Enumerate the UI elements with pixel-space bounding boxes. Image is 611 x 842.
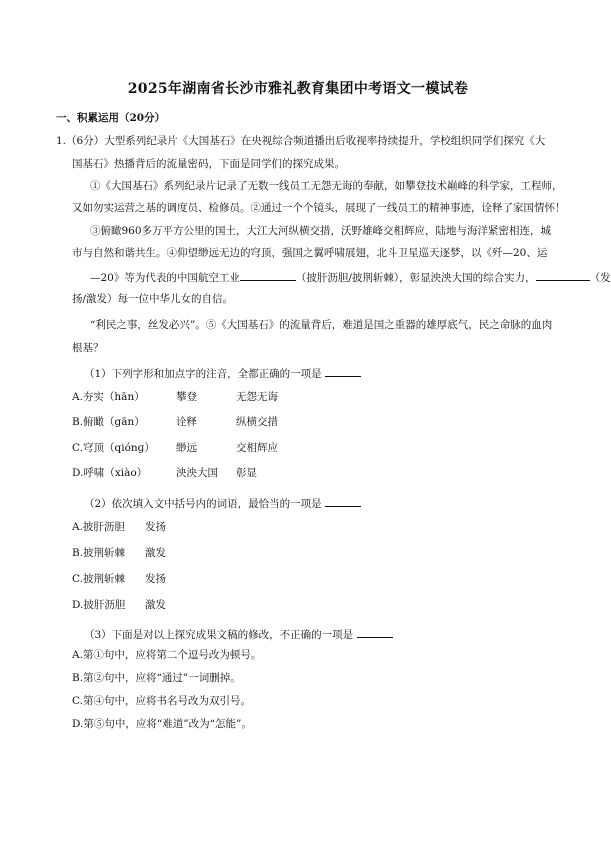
passage-line: 根基？ <box>72 342 104 354</box>
answer-blank[interactable] <box>325 365 361 377</box>
passage-line: 市与自然和谐共生。④仰望缈远无边的穹顶，强国之翼呼啸展翅，北斗卫星巡天逐梦，以《歼—20、运 <box>72 247 548 259</box>
passage-text: （发 <box>589 272 611 284</box>
passage-text: —20》等为代表的中国航空工业 <box>90 272 240 284</box>
option-c-col2: 发扬 <box>145 573 166 585</box>
stem-text: （3）下面是对以上探究成果文稿的修改，不正确的一项是 <box>84 629 354 641</box>
option-a-col1: A.披肝沥胆 <box>72 521 125 533</box>
question-intro-line: 1.（6分）大型系列纪录片《大国基石》在央视综合频道播出后收视率持续提升，学校组织同学们探究《大 <box>56 135 546 147</box>
sub-question-stem <box>84 365 361 381</box>
passage-line <box>90 269 611 285</box>
passage-line: “利民之事，丝发必兴”。⑤《大国基石》的流量背后，难道是国之重器的雄厚底气，民之命脉的血肉 <box>90 319 553 331</box>
option-a-col3: 无怨无诲 <box>236 391 278 403</box>
option-b: B.第②句中，应将“通过”一词删掉。 <box>72 672 241 684</box>
stem-text: （1）下列字形和加点字的注音，全都正确的一项是 <box>84 368 322 380</box>
option-a-col1: A.夯实（hān） <box>72 391 145 403</box>
sub-question-stem <box>84 626 393 642</box>
option-b-col2: 激发 <box>145 547 166 559</box>
option-d-col1: D.呼啸（xiào） <box>72 467 148 479</box>
option-a-col2: 发扬 <box>145 521 166 533</box>
option-b-col2: 诠释 <box>176 416 197 428</box>
answer-blank[interactable] <box>325 495 361 507</box>
passage-text: （披肝沥胆/披荆斩棘），彰显泱泱大国的综合实力， <box>295 272 536 284</box>
option-c-col1: C.穹顶（qiónɡ） <box>72 442 155 454</box>
fill-blank[interactable] <box>536 269 590 281</box>
option-c: C.第④句中，应将书名号改为双引号。 <box>72 695 251 707</box>
option-b-col3: 纵横交措 <box>236 416 278 428</box>
option-c-col1: C.披荆斩棘 <box>72 573 125 585</box>
sub-question-stem <box>84 495 361 511</box>
question-intro-line: 国基石》热播背后的流量密码，下面是同学们的探究成果。 <box>72 158 345 170</box>
option-d: D.第⑤句中，应将“难道”改为“怎能”。 <box>72 718 252 730</box>
option-c-col2: 缈远 <box>176 442 197 454</box>
passage-line: 扬/激发）每一位中华儿女的自信。 <box>72 293 234 305</box>
stem-text: （2）依次填入文中括号内的词语，最恰当的一项是 <box>84 498 322 510</box>
option-a: A.第①句中，应将第二个逗号改为顿号。 <box>72 649 262 661</box>
answer-blank[interactable] <box>357 626 393 638</box>
option-d-col2: 激发 <box>145 599 166 611</box>
option-b-col1: B.俯瞰（gān） <box>72 416 145 428</box>
fill-blank[interactable] <box>240 269 296 281</box>
option-d-col3: 彰显 <box>236 467 257 479</box>
option-b-col1: B.披荆斩棘 <box>72 547 126 559</box>
passage-line: ①《大国基石》系列纪录片记录了无数一线员工无怨无诲的奉献，如攀登技术巅峰的科学家，工程师， <box>90 180 563 192</box>
page-title: 2025年湖南省长沙市雅礼教育集团中考语文一模试卷 <box>127 81 469 97</box>
passage-line: 又如勿实运营之基的调度员、检修员。②通过一个个镜头，展现了一线员工的精神事迹，诠释了家国情怀！ <box>72 202 566 214</box>
passage-line: ③俯瞰960多万平方公里的国土，大江大河纵横交措，沃野雄峰交相辉应，陆地与海洋紧密相连，城 <box>90 225 552 237</box>
section-heading: 一、积累运用（20分） <box>56 112 166 124</box>
option-d-col2: 泱泱大国 <box>176 467 218 479</box>
option-c-col3: 交相辉应 <box>236 442 278 454</box>
option-d-col1: D.披肝沥胆 <box>72 599 126 611</box>
option-a-col2: 攀登 <box>176 391 197 403</box>
